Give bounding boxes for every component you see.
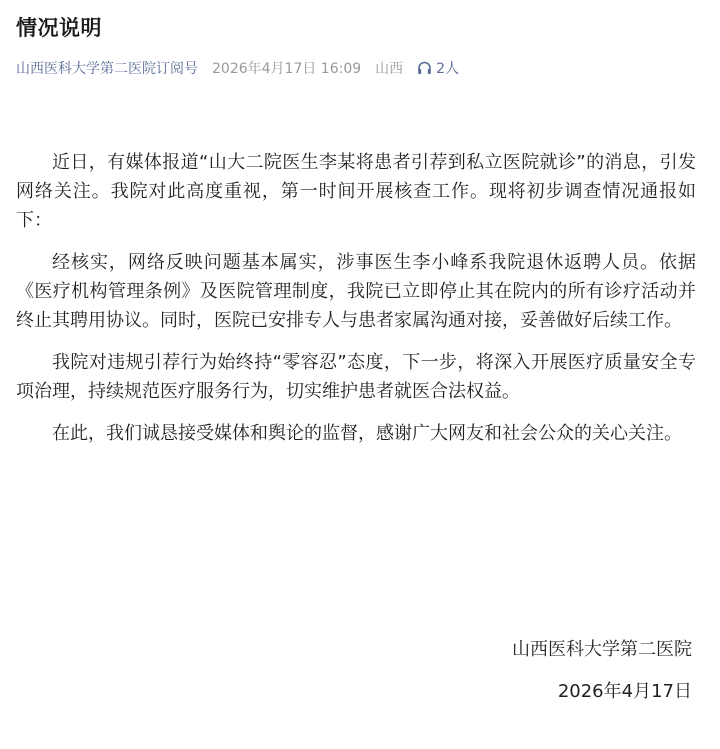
listen-button[interactable] [417,58,459,78]
publish-region: 山西 [375,61,404,77]
signature-organization: 山西医科大学第二医院 [512,639,692,660]
paragraph: 经核实，网络反映问题基本属实，涉事医生李小峰系我院退休返聘人员。依据《医疗机构管理条例》及医院管理制度，我院已立即停止其在院内的所有诊疗活动并终止其聘用协议。同时，医院已安排专人与患者家属沟通对接，妥善做好后续工作。 [16,252,696,331]
publish-date: 2026年4月17日 16:09 [212,61,362,77]
listener-count: 2人 [436,61,460,77]
paragraph: 近日，有媒体报道“山大二院医生李某将患者引荐到私立医院就诊”的消息，引发网络关注。我院对此高度重视，第一时间开展核查工作。现将初步调查情况通报如下： [16,152,696,231]
signature [512,636,692,706]
account-name-link[interactable]: 山西医科大学第二医院订阅号 [16,61,198,77]
paragraph: 在此，我们诚恳接受媒体和舆论的监督，感谢广大网友和社会公众的关心关注。 [52,423,682,444]
article-body [16,148,696,461]
paragraph: 我院对违规引荐行为始终持“零容忍”态度，下一步，将深入开展医疗质量安全专项治理，持续规范医疗服务行为，切实维护患者就医合法权益。 [16,352,696,402]
article-meta [16,58,459,78]
signature-date: 2026年4月17日 [557,681,692,702]
headphones-icon [417,61,432,75]
article-title: 情况说明 [16,16,102,40]
